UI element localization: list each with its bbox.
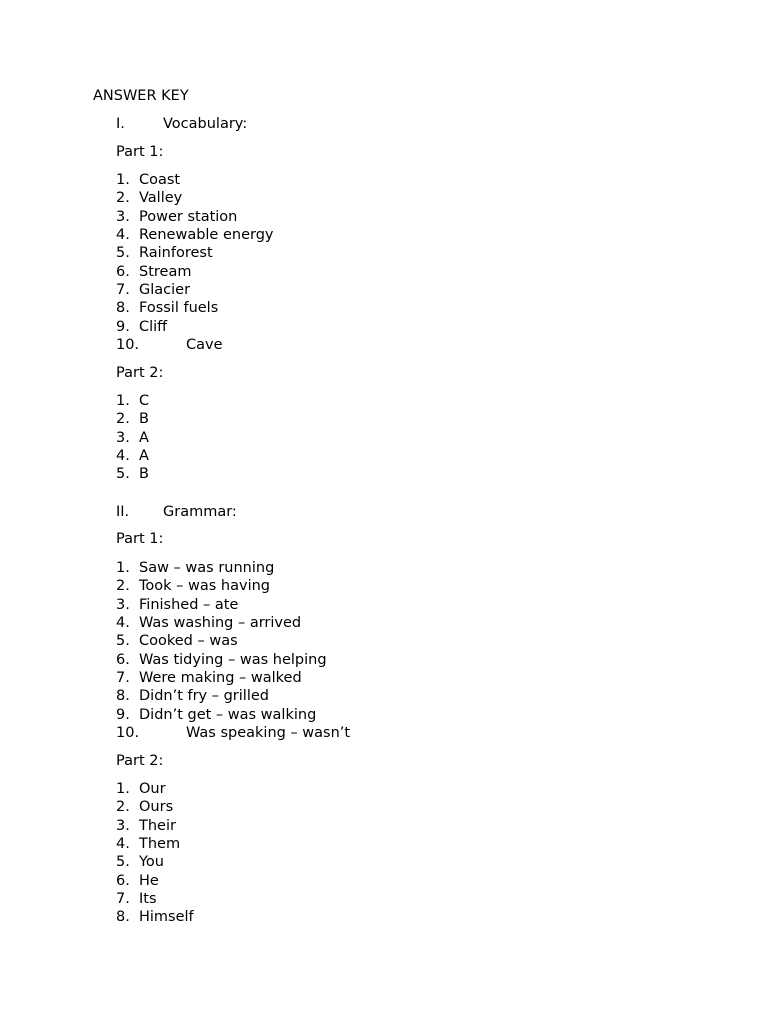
- item-answer: Our: [139, 781, 166, 797]
- item-answer: Coast: [139, 172, 181, 188]
- item-number: 6.: [116, 872, 130, 889]
- item-number: 1.: [116, 781, 130, 797]
- item-answer: Glacier: [139, 282, 191, 299]
- section-1-part-2-heading: Part 2:: [116, 365, 164, 381]
- section-2-part-2-heading: Part 2:: [116, 753, 164, 769]
- item-answer: Himself: [139, 909, 194, 926]
- item-number: 6.: [116, 651, 130, 668]
- item-number: 2.: [116, 411, 130, 428]
- item-answer: Rainforest: [139, 245, 213, 262]
- item-answer: Saw – was running: [139, 560, 275, 576]
- item-answer: Was washing – arrived: [139, 615, 302, 632]
- item-number: 3.: [116, 208, 130, 225]
- section-1-numeral: I.: [116, 116, 125, 132]
- item-answer: Their: [139, 817, 176, 834]
- item-number: 10.: [116, 725, 140, 742]
- item-answer: Power station: [139, 208, 238, 225]
- item-number: 8.: [116, 688, 130, 705]
- item-number: 3.: [116, 596, 130, 613]
- item-number: 5.: [116, 466, 130, 483]
- item-number: 1.: [116, 172, 130, 188]
- item-number: 4.: [116, 227, 130, 244]
- section-2-numeral: II.: [116, 504, 130, 520]
- item-number: 3.: [116, 817, 130, 834]
- item-answer: Fossil fuels: [139, 300, 219, 317]
- section-2-label: Grammar:: [163, 504, 237, 520]
- item-number: 2.: [116, 799, 130, 816]
- item-answer: Stream: [139, 263, 192, 280]
- document-title: ANSWER KEY: [93, 88, 189, 104]
- item-number: 6.: [116, 263, 130, 280]
- item-answer: He: [139, 872, 159, 889]
- item-number: 8.: [116, 300, 130, 317]
- item-answer: B: [139, 411, 149, 428]
- item-answer: Was tidying – was helping: [139, 651, 327, 668]
- item-answer: Were making – walked: [139, 670, 302, 687]
- item-number: 10.: [116, 337, 140, 354]
- item-answer: Took – was having: [139, 578, 270, 595]
- item-number: 1.: [116, 393, 130, 409]
- item-answer: C: [139, 393, 150, 409]
- item-number: 8.: [116, 909, 130, 926]
- item-answer: B: [139, 466, 149, 483]
- item-number: 5.: [116, 245, 130, 262]
- item-number: 9.: [116, 318, 130, 335]
- item-number: 5.: [116, 633, 130, 650]
- section-1-part-1-heading: Part 1:: [116, 144, 164, 160]
- item-number: 4.: [116, 836, 130, 853]
- item-answer: Cave: [186, 337, 223, 354]
- section-1-label: Vocabulary:: [163, 116, 248, 132]
- item-number: 9.: [116, 706, 130, 723]
- item-number: 4.: [116, 448, 130, 465]
- item-answer: A: [139, 448, 149, 465]
- item-answer: Valley: [139, 190, 183, 207]
- item-number: 2.: [116, 578, 130, 595]
- item-answer: Finished – ate: [139, 596, 239, 613]
- section-2-part-1-heading: Part 1:: [116, 531, 164, 547]
- item-number: 3.: [116, 429, 130, 446]
- item-number: 4.: [116, 615, 130, 632]
- item-number: 1.: [116, 560, 130, 576]
- item-answer: Didn’t get – was walking: [139, 706, 317, 723]
- item-answer: Was speaking – wasn’t: [186, 725, 351, 742]
- item-answer: Renewable energy: [139, 227, 274, 244]
- item-answer: Didn’t fry – grilled: [139, 688, 269, 705]
- item-answer: A: [139, 429, 149, 446]
- item-answer: You: [139, 854, 164, 871]
- item-answer: Cooked – was: [139, 633, 238, 650]
- item-answer: Cliff: [139, 318, 168, 335]
- item-number: 7.: [116, 891, 130, 908]
- item-number: 2.: [116, 190, 130, 207]
- item-answer: Them: [139, 836, 181, 853]
- item-number: 5.: [116, 854, 130, 871]
- item-number: 7.: [116, 282, 130, 299]
- item-answer: Ours: [139, 799, 174, 816]
- item-number: 7.: [116, 670, 130, 687]
- item-answer: Its: [139, 891, 157, 908]
